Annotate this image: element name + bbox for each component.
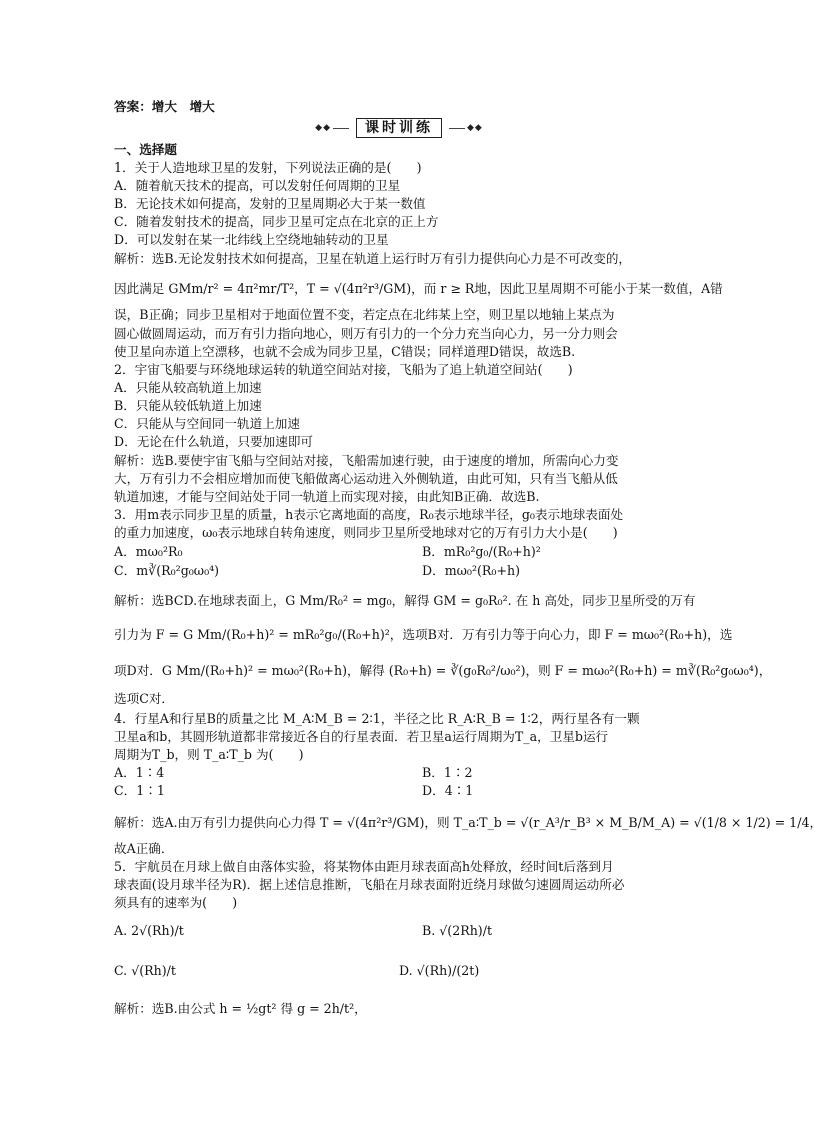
q1-solution-line: 因此满足 GMm/r² = 4π²mr/T²，T = √(4π²r³/GM)，而 r ≥ R地，因此卫星周期不可能小于某一数值，A错 [114, 281, 723, 296]
q3-option-b: B．mR₀²g₀/(R₀+h)² [422, 544, 541, 559]
q1-stem: 1．关于人造地球卫星的发射，下列说法正确的是( ) [114, 160, 422, 175]
q4-solution-line: 解析：选A.由万有引力提供向心力得 T = √(4π²r³/GM)，则 T_a∶T_b = √(r_A³/r_B³ × M_B/M_A) = √(1/8 × 1/2) = 1/4， [114, 815, 822, 830]
q3-option-a: A．mω₀²R₀ [114, 544, 183, 559]
q1-option-a: A．随着航天技术的提高，可以发射任何周期的卫星 [114, 178, 401, 193]
q3-option-c: C．m∛(R₀²g₀ω₀⁴) [114, 563, 220, 578]
q4-stem: 卫星a和b，其圆形轨道都非常接近各自的行星表面．若卫星a运行周期为T_a，卫星b运行 [114, 729, 609, 744]
q4-option-a: A．1∶4 [114, 765, 165, 780]
ornament-rule [449, 128, 465, 129]
q5-option-b: B. √(2Rh)/t [422, 923, 493, 938]
q3-option-d: D．mω₀²(R₀+h) [422, 563, 521, 578]
q3-solution-line: 项D对．G Mm/(R₀+h)² = mω₀²(R₀+h)，解得 (R₀+h) = ∛(g₀R₀²/ω₀²)，则 F = mω₀²(R₀+h) = m∛(R₀²g₀ω₀⁴)， [114, 663, 772, 678]
q3-options-row [114, 562, 682, 579]
ornament-right-icon: ◆◆ [467, 123, 483, 133]
q5-options-row [114, 922, 682, 939]
q5-option-a: A. 2√(Rh)/t [114, 923, 184, 938]
q4-option-d: D．4∶1 [422, 783, 474, 798]
ornament-left-icon: ◆◆ [315, 123, 331, 133]
q1-solution-line: 误，B正确；同步卫星相对于地面位置不变，若定点在北纬某上空，则卫星以地轴上某点为 [114, 307, 615, 322]
q5-options-row [114, 962, 682, 979]
q2-solution-line: 大，万有引力不会相应增加而使飞船做离心运动进入外侧轨道，由此可知，只有当飞船从低 [114, 471, 618, 486]
q5-stem: 须具有的速率为( ) [114, 895, 238, 910]
q5-option-c: C. √(Rh)/t [114, 963, 176, 978]
section-title: 一、选择题 [114, 142, 177, 157]
section-header [314, 117, 484, 139]
q1-option-b: B．无论技术如何提高，发射的卫星周期必大于某一数值 [114, 196, 426, 211]
q1-solution-line: 解析：选B.无论发射技术如何提高，卫星在轨道上运行时万有引力提供向心力是不可改变的， [114, 251, 632, 266]
q1-solution-line: 使卫星向赤道上空漂移，也就不会成为同步卫星，C错误；同样道理D错误，故选B. [114, 344, 576, 359]
q1-solution-line: 圆心做圆周运动，而万有引力指向地心，则万有引力的一个分力充当向心力，另一分力则会 [114, 326, 618, 341]
q2-option-d: D．无论在什么轨道，只要加速即可 [114, 434, 314, 449]
q2-stem: 2．宇宙飞船要与环绕地球运转的轨道空间站对接，飞船为了追上轨道空间站( ) [114, 362, 573, 377]
q4-solution-line: 故A正确． [114, 841, 174, 856]
q4-stem: 4．行星A和行星B的质量之比 M_A∶M_B = 2∶1，半径之比 R_A∶R_B = 1∶2，两行星各有一颗 [114, 711, 640, 726]
q3-solution-line: 选项C对． [114, 691, 175, 706]
q5-stem: 球表面(设月球半径为R)．据上述信息推断，飞船在月球表面附近绕月球做匀速圆周运动所必 [114, 877, 625, 892]
q5-option-d: D. √(Rh)/(2t) [399, 963, 480, 978]
ornament-rule [333, 128, 349, 129]
q2-solution-line: 解析：选B.要使宇宙飞船与空间站对接，飞船需加速行驶，由于速度的增加，所需向心力变 [114, 453, 619, 468]
q3-stem: 的重力加速度，ω₀表示地球自转角速度，则同步卫星所受地球对它的万有引力大小是( ) [114, 525, 618, 540]
q3-stem: 3．用m表示同步卫星的质量，h表示它离地面的高度，R₀表示地球半径，g₀表示地球表面处 [114, 507, 624, 522]
q5-solution-line: 解析：选B.由公式 h = ½gt² 得 g = 2h/t²， [114, 1001, 367, 1016]
q4-stem: 周期为T_b，则 T_a∶T_b 为( ) [114, 747, 304, 762]
q2-option-b: B．只能从较低轨道上加速 [114, 398, 262, 413]
q4-option-c: C．1∶1 [114, 783, 165, 798]
section-header-title: 课时训练 [356, 118, 442, 138]
q4-option-b: B．1∶2 [422, 765, 473, 780]
answer-line: 答案：增大 增大 [114, 99, 215, 114]
q1-option-d: D．可以发射在某一北纬线上空绕地轴转动的卫星 [114, 232, 389, 247]
q2-option-c: C．只能从与空间同一轨道上加速 [114, 416, 300, 431]
q1-option-c: C．随着发射技术的提高，同步卫星可定点在北京的正上方 [114, 214, 439, 229]
q2-solution-line: 轨道加速，才能与空间站处于同一轨道上而实现对接，由此知B正确．故选B. [114, 489, 540, 504]
q5-stem: 5．宇航员在月球上做自由落体实验，将某物体由距月球表面高h处释放，经时间t后落到月 [114, 859, 614, 874]
q3-options-row [114, 543, 682, 560]
q4-options-row [114, 782, 682, 799]
q3-solution-line: 解析：选BCD.在地球表面上，G Mm/R₀² = mg₀，解得 GM = g₀R₀². 在 h 高处，同步卫星所受的万有 [114, 593, 696, 608]
q3-solution-line: 引力为 F = G Mm/(R₀+h)² = mR₀²g₀/(R₀+h)²，选项B对．万有引力等于向心力，即 F = mω₀²(R₀+h)，选 [114, 627, 733, 642]
q4-options-row [114, 764, 682, 781]
q2-option-a: A．只能从较高轨道上加速 [114, 380, 262, 395]
